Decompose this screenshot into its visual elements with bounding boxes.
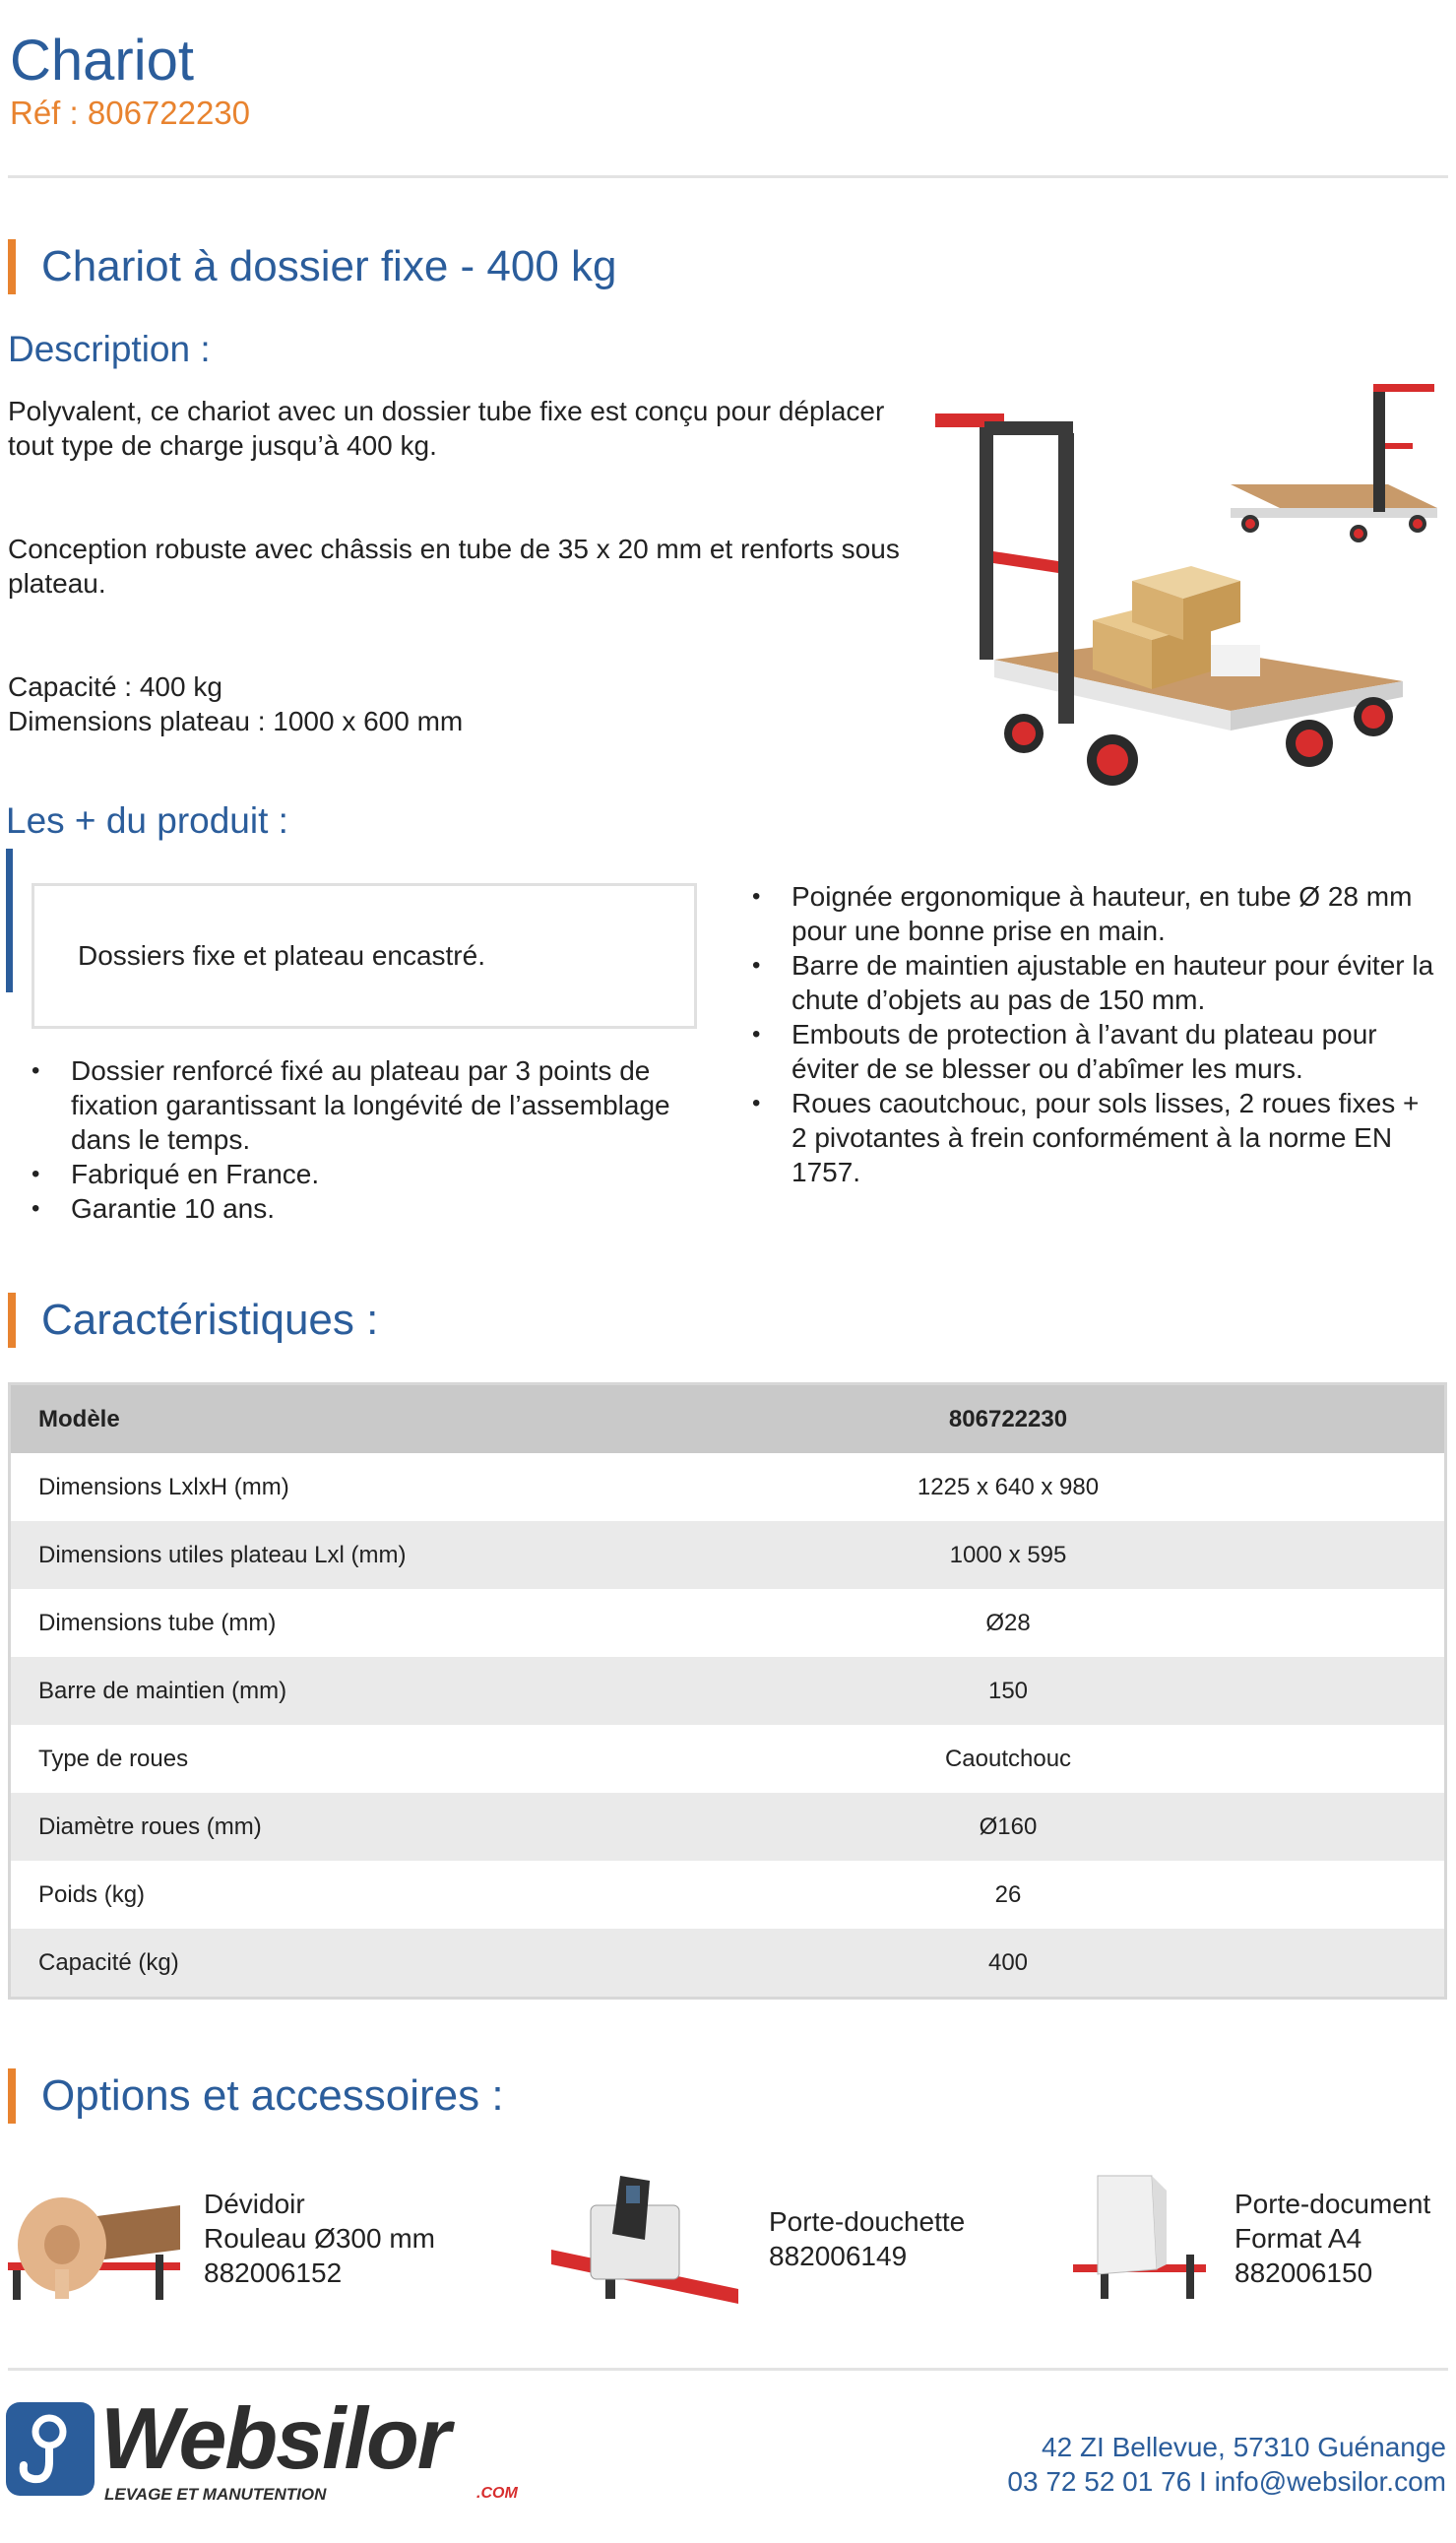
option-devidoir <box>204 2187 435 2290</box>
porte-douchette-image <box>551 2171 738 2309</box>
product-image <box>925 364 1447 797</box>
table-header-row <box>11 1385 1444 1453</box>
list-item: • Roues caoutchouc, pour sols lisses, 2 roues fixes + 2 pivotantes à frein conformément à la norme EN 1757. <box>728 1086 1437 1189</box>
logo-wordmark: Websilor <box>100 2389 450 2487</box>
list-item: • Fabriqué en France. <box>8 1157 707 1191</box>
table-cell: Type de roues <box>38 1745 189 1772</box>
list-item: • Poignée ergonomique à hauteur, en tube Ø 28 mm pour une bonne prise en main. <box>728 879 1437 948</box>
list-item: • Garantie 10 ans. <box>8 1191 707 1226</box>
table-cell: Ø28 <box>985 1609 1031 1636</box>
highlight-box <box>32 883 697 1029</box>
option-reference: 882006150 <box>1234 2257 1373 2288</box>
option-reference: 882006152 <box>204 2257 343 2288</box>
table-row <box>11 1861 1444 1929</box>
porte-document-image <box>1073 2171 1211 2304</box>
divider <box>8 175 1448 178</box>
plus-title: Les + du produit : <box>6 800 288 841</box>
table-header-cell: 806722230 <box>948 1405 1068 1432</box>
table-row <box>11 1725 1444 1793</box>
plus-left-list <box>8 1053 707 1226</box>
table-cell: 400 <box>987 1948 1029 1976</box>
page-title: Chariot <box>10 29 194 93</box>
product-reference: Réf : 806722230 <box>10 95 251 131</box>
table-cell: 1000 x 595 <box>949 1541 1067 1568</box>
description-paragraph-1: Polyvalent, ce chariot avec un dossier tube fixe est conçu pour déplacer tout type de charge jusqu’à 400 kg. <box>8 396 885 461</box>
table-cell: Barre de maintien (mm) <box>38 1677 287 1704</box>
logo-suffix: .COM <box>476 2485 518 2502</box>
option-porte-douchette <box>769 2204 965 2273</box>
highlight-accent-bar <box>6 849 13 992</box>
table-cell: Dimensions tube (mm) <box>38 1609 277 1636</box>
options-title: Options et accessoires : <box>8 2068 504 2124</box>
table-row <box>11 1521 1444 1589</box>
option-porte-document <box>1234 2187 1430 2290</box>
table-cell: Dimensions utiles plateau Lxl (mm) <box>38 1541 407 1568</box>
option-name: Porte-douchette <box>769 2206 966 2237</box>
table-cell: 1225 x 640 x 980 <box>917 1473 1100 1500</box>
option-name: Porte-document <box>1234 2189 1431 2219</box>
footer-address: 42 ZI Bellevue, 57310 Guénange <box>1042 2432 1446 2462</box>
footer-phone-email: 03 72 52 01 76 I info@websilor.com <box>1007 2466 1446 2497</box>
description-text <box>8 394 923 738</box>
websilor-logo <box>6 2389 538 2504</box>
description-dimensions: Dimensions plateau : 1000 x 600 mm <box>8 706 464 736</box>
plus-right-list <box>728 879 1437 1189</box>
table-row <box>11 1929 1444 1997</box>
highlight-text: Dossiers fixe et plateau encastré. <box>78 940 485 971</box>
table-cell: 26 <box>994 1880 1022 1908</box>
small-trolley-illustration <box>1231 384 1437 542</box>
option-detail: Format A4 <box>1234 2223 1362 2254</box>
table-row <box>11 1453 1444 1521</box>
table-cell: 150 <box>987 1677 1029 1704</box>
option-reference: 882006149 <box>769 2241 908 2271</box>
footer-divider <box>8 2368 1448 2371</box>
table-cell: Poids (kg) <box>38 1880 146 1908</box>
table-cell: Capacité (kg) <box>38 1948 179 1976</box>
table-cell: Caoutchouc <box>944 1745 1072 1772</box>
table-cell: Ø160 <box>979 1812 1038 1840</box>
description-title: Description : <box>8 329 211 369</box>
devidoir-image <box>8 2176 180 2304</box>
option-name: Dévidoir <box>204 2189 305 2219</box>
footer-contact <box>1007 2430 1446 2499</box>
table-row <box>11 1657 1444 1725</box>
hook-icon <box>6 2402 95 2501</box>
specs-title: Caractéristiques : <box>8 1293 378 1348</box>
product-heading: Chariot à dossier fixe - 400 kg <box>8 239 617 294</box>
list-item: • Barre de maintien ajustable en hauteur pour éviter la chute d’objets au pas de 150 mm. <box>728 948 1437 1017</box>
option-detail: Rouleau Ø300 mm <box>204 2223 436 2254</box>
description-capacity: Capacité : 400 kg <box>8 671 222 702</box>
list-item: • Embouts de protection à l’avant du plateau pour éviter de se blesser ou d’abîmer les murs. <box>728 1017 1437 1086</box>
main-trolley-illustration <box>935 413 1403 786</box>
table-row <box>11 1589 1444 1657</box>
table-cell: Dimensions LxlxH (mm) <box>38 1473 289 1500</box>
table-cell: Diamètre roues (mm) <box>38 1812 262 1840</box>
description-paragraph-2: Conception robuste avec châssis en tube de 35 x 20 mm et renforts sous plateau. <box>8 534 900 599</box>
logo-tagline: LEVAGE ET MANUTENTION <box>104 2485 327 2504</box>
specs-table <box>8 1382 1447 2000</box>
table-header-cell: Modèle <box>38 1405 120 1432</box>
list-item: • Dossier renforcé fixé au plateau par 3 points de fixation garantissant la longévité de l’assemblage dans le temps. <box>8 1053 707 1157</box>
table-row <box>11 1793 1444 1861</box>
